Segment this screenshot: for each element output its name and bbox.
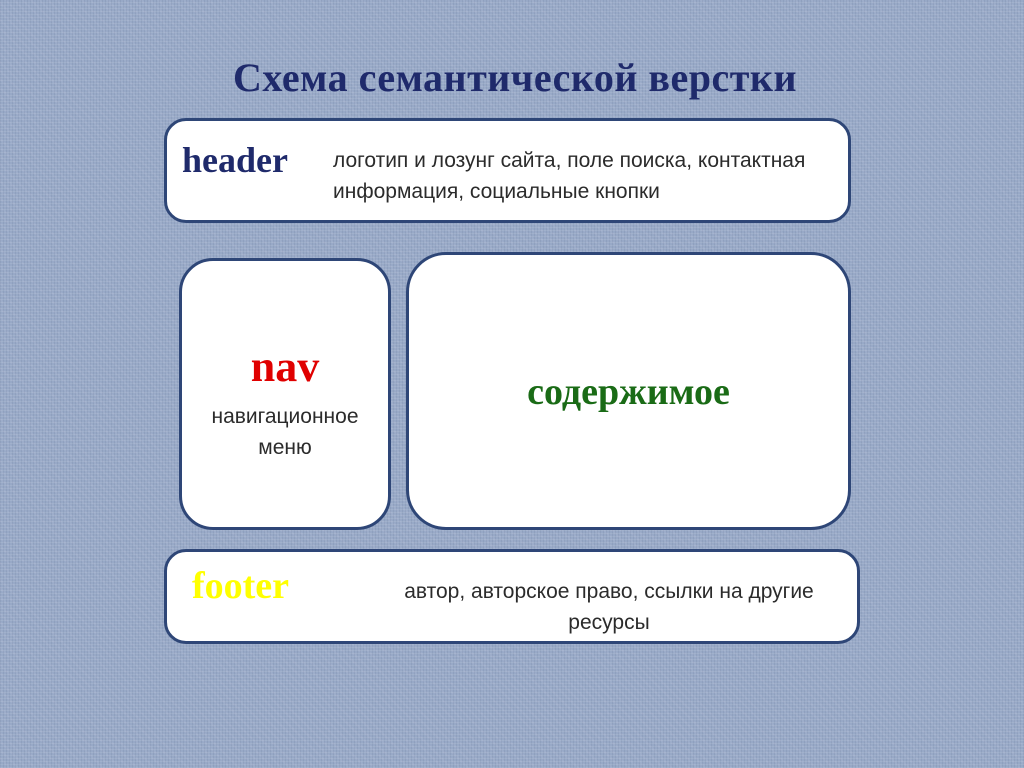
- header-tag-label: header: [182, 140, 288, 180]
- footer-description: автор, авторское право, ссылки на другие ресурсы: [404, 580, 814, 634]
- footer-block: [164, 549, 860, 644]
- nav-block: [179, 258, 391, 530]
- footer-tag-label: footer: [192, 565, 290, 607]
- nav-description: навигационное меню: [211, 405, 359, 459]
- content-block: [406, 252, 851, 530]
- nav-tag-label: nav: [250, 342, 320, 391]
- content-tag-label: содержимое: [527, 371, 730, 413]
- slide-title: Схема семантической верстки: [232, 55, 798, 100]
- header-description: логотип и лозунг сайта, поле поиска, контактная информация, социальные кнопки: [333, 149, 806, 203]
- header-block: [164, 118, 851, 223]
